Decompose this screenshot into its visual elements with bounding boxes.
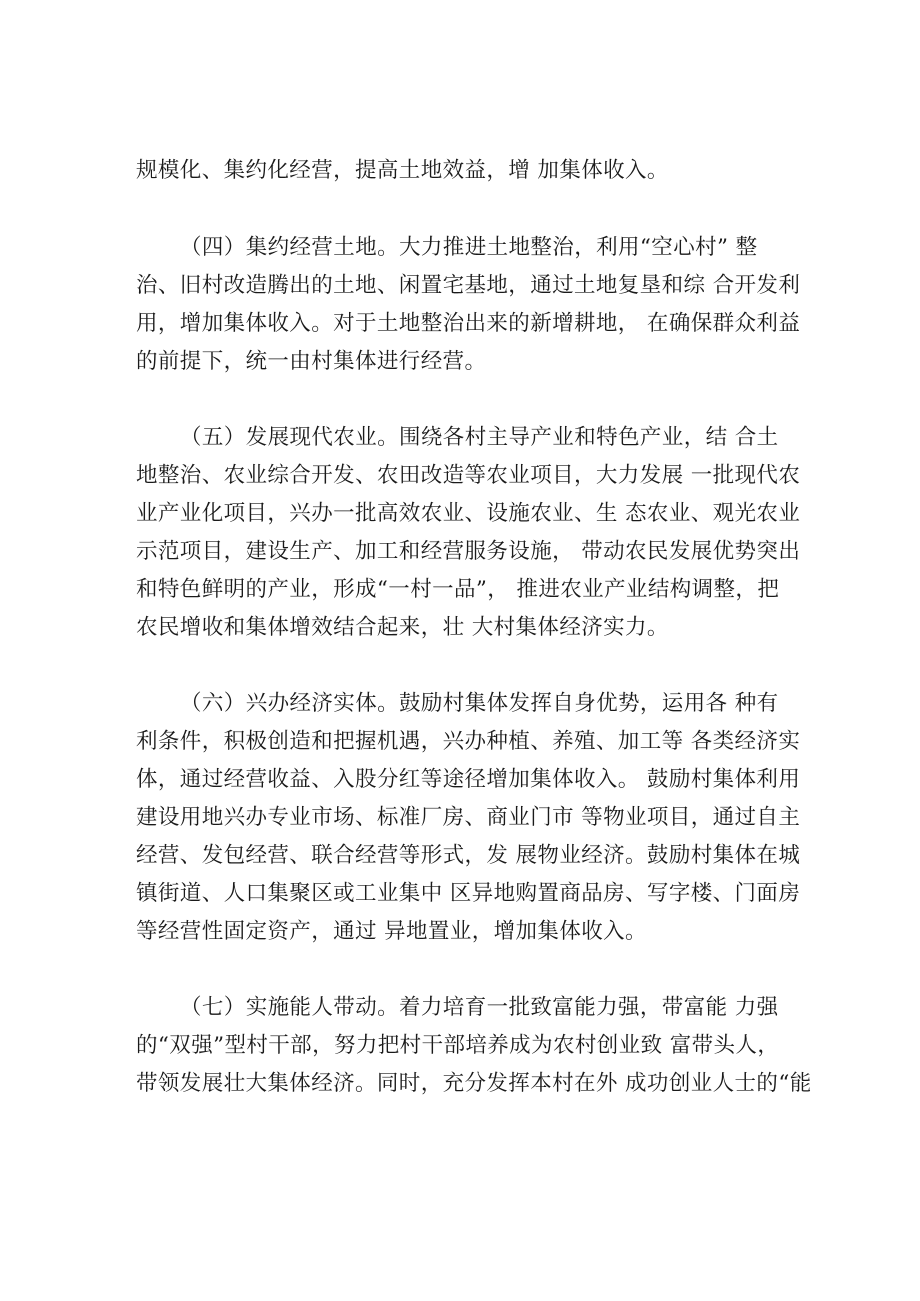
text-line: 的“双强”型村干部，努力把村干部培养成为农村创业致 富带头人， bbox=[136, 1033, 780, 1058]
text-line: 利条件，积极创造和把握机遇，兴办种植、养殖、加工等 各类经济实 bbox=[136, 729, 801, 754]
paragraph-6-heading-line: （六）兴办经济实体。鼓励村集体发挥自身优势，运用各 种有 bbox=[180, 691, 779, 716]
text-line: 的前提下，统一由村集体进行经营。 bbox=[136, 349, 487, 374]
text-line: 带领发展壮大集体经济。同时，充分发挥本村在外 成功创业人士的“能 bbox=[136, 1071, 812, 1096]
text-line: 地整治、农业综合开发、农田改造等农业项目，大力发展 一批现代农 bbox=[136, 463, 801, 488]
text-line: 业产业化项目，兴办一批高效农业、设施农业、生 态农业、观光农业 bbox=[136, 501, 801, 526]
text-line: 体，通过经营收益、入股分红等途径增加集体收入。 鼓励村集体利用 bbox=[136, 767, 801, 792]
text-line: 建设用地兴办专业市场、标准厂房、商业门市 等物业项目，通过自主 bbox=[136, 805, 801, 830]
text-line: 用，增加集体收入。对于土地整治出来的新增耕地， 在确保群众利益 bbox=[136, 311, 801, 336]
text-line: 镇街道、人口集聚区或工业集中 区异地购置商品房、写字楼、门面房 bbox=[136, 881, 801, 906]
paragraph-5-heading-line: （五）发展现代农业。围绕各村主导产业和特色产业，结 合土 bbox=[180, 425, 779, 450]
text-line: 治、旧村改造腾出的土地、闲置宅基地，通过土地复垦和综 合开发利 bbox=[136, 273, 801, 298]
text-line: 经营、发包经营、联合经营等形式，发 展物业经济。鼓励村集体在城 bbox=[136, 843, 801, 868]
text-line: 规模化、集约化经营，提高土地效益，增 加集体收入。 bbox=[136, 158, 669, 183]
text-line: 等经营性固定资产，通过 异地置业，增加集体收入。 bbox=[136, 919, 647, 944]
text-line: 农民增收和集体增效结合起来，壮 大村集体经济实力。 bbox=[136, 615, 669, 640]
text-line: 示范项目，建设生产、加工和经营服务设施， 带动农民发展优势突出 bbox=[136, 539, 801, 564]
paragraph-4-heading-line: （四）集约经营土地。大力推进土地整治，利用“空心村” 整 bbox=[180, 235, 758, 260]
paragraph-7-heading-line: （七）实施能人带动。着力培育一批致富能力强，带富能 力强 bbox=[180, 995, 779, 1020]
text-line: 和特色鲜明的产业，形成“一村一品”， 推进农业产业结构调整，把 bbox=[136, 577, 780, 602]
